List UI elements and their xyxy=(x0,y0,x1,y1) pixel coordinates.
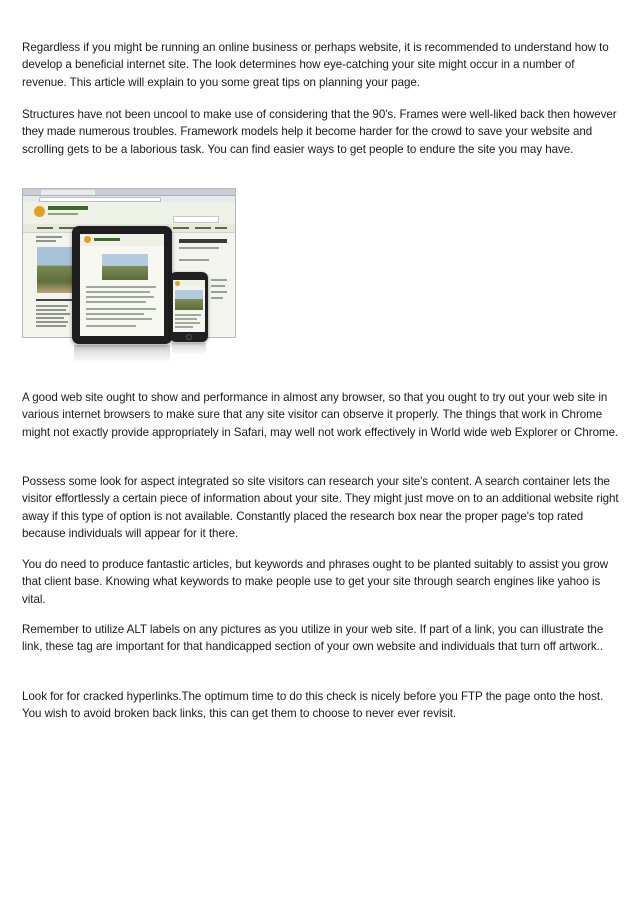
paragraph-text: Structures have not been uncool to make use of considering that the 90's. Frames were well-liked back then however they made numerous troubles. Framework models help it become harder for the crowd to save your website and scrolling gets to be a laborious task. You can find easier ways to get people to endure the site you may have. xyxy=(22,108,617,156)
paragraph-search xyxy=(22,473,620,542)
browser-tab-bar xyxy=(23,189,235,196)
home-button-icon xyxy=(186,334,192,340)
paragraph-broken-links xyxy=(22,688,620,723)
paragraph-browsers xyxy=(22,389,620,441)
tablet-screen xyxy=(80,234,164,336)
tablet-device xyxy=(72,226,172,344)
smartphone-screen xyxy=(173,280,205,332)
paragraph-intro xyxy=(22,39,620,91)
paragraph-keywords xyxy=(22,556,620,608)
site-logo-icon xyxy=(34,206,45,217)
paragraph-alt-labels xyxy=(22,621,620,656)
paragraph-text: Remember to utilize ALT labels on any pictures as you utilize in your web site. If part of a link, you can illustrate the link, these tag are important for that handicapped section of your own website and individuals that turn off artwork.. xyxy=(22,623,604,654)
paragraph-text: You do need to produce fantastic articles, but keywords and phrases ought to be planted suitably to assist you grow that client base. Knowing what keywords to make people use to get your site through search engines like yahoo is vital. xyxy=(22,558,609,606)
site-search-box xyxy=(173,216,219,223)
smartphone-device xyxy=(170,272,208,342)
paragraph-text: A good web site ought to show and performance in almost any browser, so that you ought to try out your web site in various internet browsers to make sure that any site visitor can observe it properly. The things that work in Chrome might not exactly provide appropriately in Safari, may well not work effectively in World wide web Explorer or Chrome. xyxy=(22,391,619,439)
paragraph-text: Regardless if you might be running an online business or perhaps website, it is recommended to understand how to develop a beneficial internet site. The look determines how eye-catching your site might occur in a number of revenue. This article will explain to you some great tips on planning your page. xyxy=(22,41,609,89)
paragraph-frames xyxy=(22,106,620,158)
responsive-devices-illustration xyxy=(22,188,236,364)
paragraph-text: Possess some look for aspect integrated so site visitors can research your site's content. A search container lets the visitor effortlessly a certain piece of information about your site. They might just move on to an additional website right away if this type of option is not available. Constantly placed the research box near the proper page's top rated because individuals will appear for it there. xyxy=(22,475,619,540)
paragraph-text: Look for for cracked hyperlinks.The optimum time to do this check is nicely before you FTP the page onto the host. You wish to avoid broken back links, this can get them to choose to never ever revisit. xyxy=(22,690,604,721)
